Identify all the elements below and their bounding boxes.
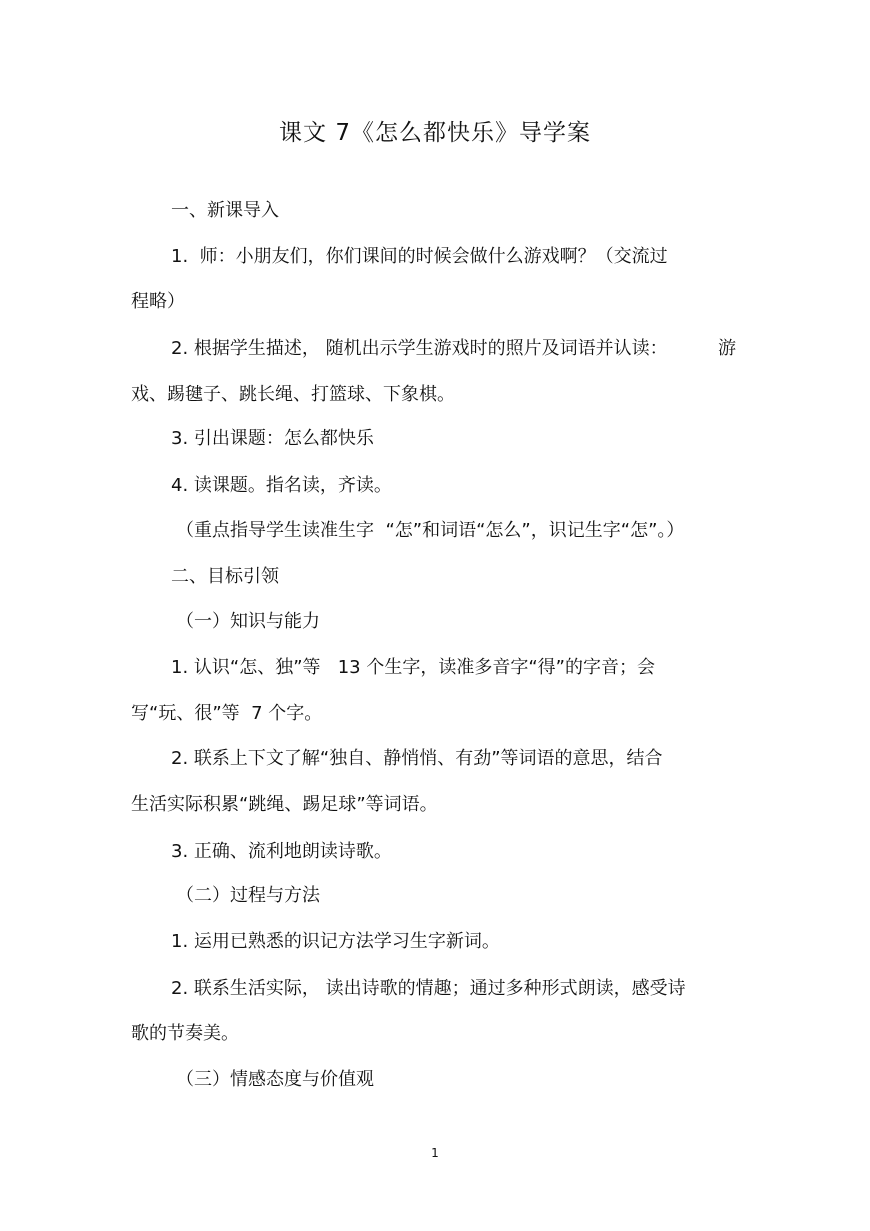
- subsection-heading-process: （二）过程与方法: [176, 885, 320, 906]
- paragraph-note: （重点指导学生读准生字 “怎”和词语“怎么”，识记生字“怎”。）: [176, 520, 685, 541]
- subsection-heading-knowledge: （一）知识与能力: [176, 611, 320, 632]
- paragraph-line: 戏、踢毽子、跳长绳、打篮球、下象棋。: [131, 384, 455, 405]
- paragraph-line: 3. 引出课题：怎么都快乐: [171, 428, 374, 449]
- paragraph-line: 2. 联系上下文了解“独自、静悄悄、有劲”等词语的意思，结合: [171, 748, 663, 769]
- paragraph-line: 4. 读课题。指名读，齐读。: [171, 475, 392, 496]
- paragraph-line: 写“玩、很”等 7 个字。: [131, 703, 323, 724]
- paragraph-line: 生活实际积累“跳绳、踢足球”等词语。: [131, 794, 438, 815]
- paragraph-line: 2. 根据学生描述， 随机出示学生游戏时的照片及词语并认读：: [171, 338, 668, 359]
- document-title: 课文 7《怎么都快乐》导学案: [279, 120, 591, 146]
- page-number: 1: [431, 1146, 439, 1160]
- paragraph-line: 1. 师：小朋友们，你们课间的时候会做什么游戏啊？（交流过: [171, 246, 668, 267]
- paragraph-line: 1. 运用已熟悉的识记方法学习生字新词。: [171, 931, 500, 952]
- subsection-heading-values: （三）情感态度与价值观: [176, 1069, 374, 1090]
- paragraph-line: 游: [718, 338, 736, 359]
- paragraph-line: 2. 联系生活实际， 读出诗歌的情趣；通过多种形式朗读，感受诗: [171, 978, 686, 999]
- paragraph-line: 1. 认识“怎、独”等 13 个生字，读准多音字“得”的字音；会: [171, 657, 655, 678]
- paragraph-line: 3. 正确、流利地朗读诗歌。: [171, 841, 392, 862]
- paragraph-line: 程略）: [131, 291, 185, 312]
- paragraph-line: 歌的节奏美。: [131, 1023, 239, 1044]
- section-heading-goals: 二、目标引领: [171, 566, 279, 587]
- section-heading-intro: 一、新课导入: [171, 200, 279, 221]
